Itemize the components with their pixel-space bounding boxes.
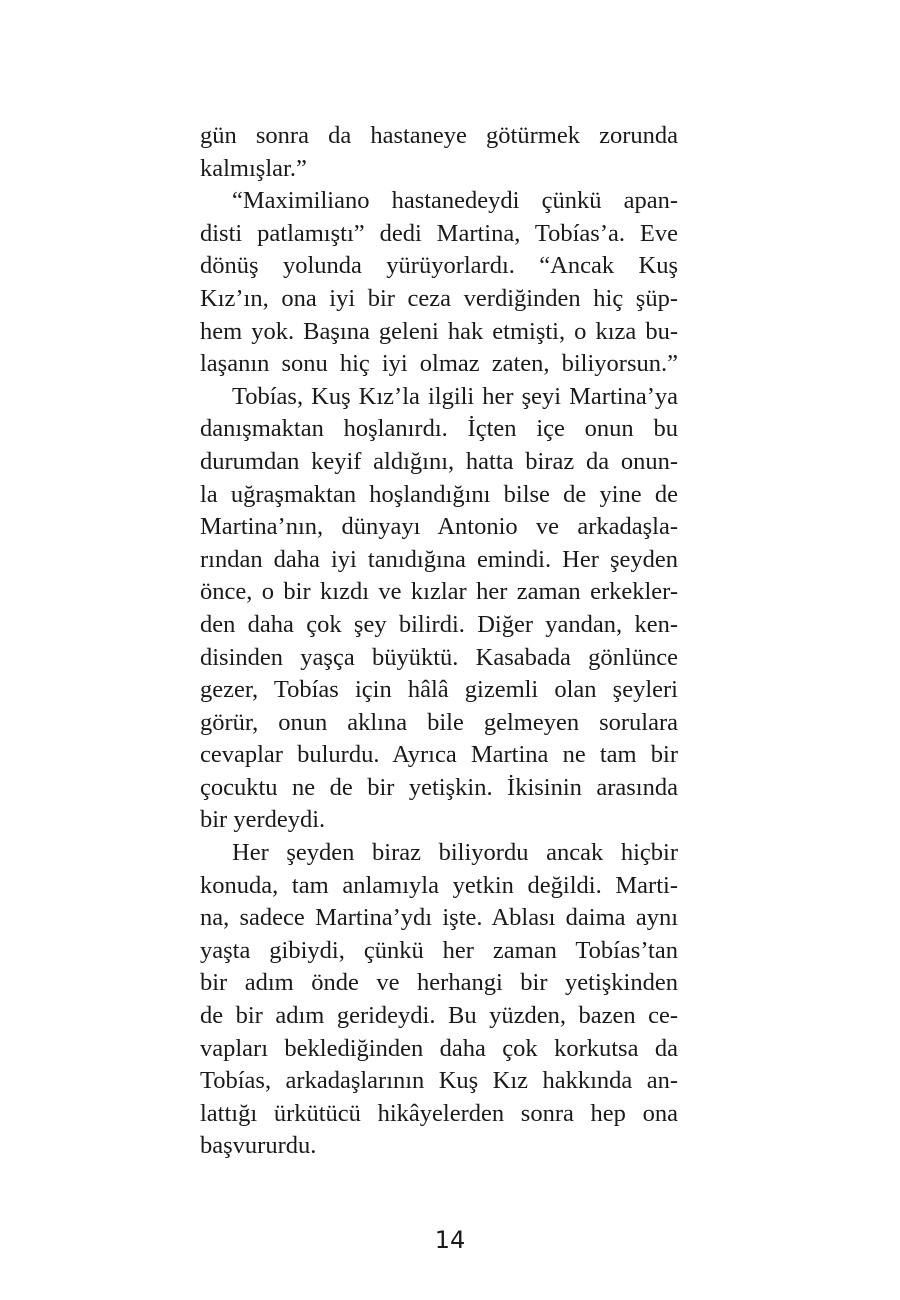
text-line: görür, onun aklına bile gelmeyen sorulara [200,708,678,736]
text-line: de bir adım gerideydi. Bu yüzden, bazen ce- [200,1002,678,1030]
text-line: cevaplar bulurdu. Ayrıca Martina ne tam bir [200,741,678,769]
body-text [200,120,678,1163]
text-line: lattığı ürkütücü hikâyelerden sonra hep ona [200,1099,678,1127]
text-line: dönüş yolunda yürüyorlardı. “Ancak Kuş [200,252,678,280]
text-line: kalmışlar.” [200,154,307,182]
text-line: den daha çok şey bilirdi. Diğer yandan, ken- [200,610,678,638]
text-line: Martina’nın, dünyayı Antonio ve arkadaşla- [200,513,678,541]
text-line: Tobías, Kuş Kız’la ilgili her şeyi Martina’ya [232,382,678,410]
text-line: Tobías, arkadaşlarının Kuş Kız hakkında an- [200,1067,678,1095]
text-line: önce, o bir kızdı ve kızlar her zaman erkekler- [200,578,678,606]
text-line: na, sadece Martina’ydı işte. Ablası daima aynı [200,904,678,932]
text-line: rından daha iyi tanıdığına emindi. Her şeyden [200,545,678,573]
text-line: bir yerdeydi. [200,806,326,834]
text-line: danışmaktan hoşlanırdı. İçten içe onun bu [200,415,678,443]
text-line: bir adım önde ve herhangi bir yetişkinden [200,969,678,997]
text-line: gün sonra da hastaneye götürmek zorunda [200,122,678,149]
text-line: yaşta gibiydi, çünkü her zaman Tobías’tan [200,936,678,964]
text-line: disinden yaşça büyüktü. Kasabada gönlünce [200,643,678,671]
text-line: vapları beklediğinden daha çok korkutsa da [200,1034,678,1062]
text-line: laşanın sonu hiç iyi olmaz zaten, biliyorsun.” [200,350,678,378]
paragraph-3 [200,381,678,837]
text-line: “Maximiliano hastanedeydi çünkü apan- [232,187,678,215]
text-line: hem yok. Başına geleni hak etmişti, o kıza bu- [200,317,678,345]
paragraph-4 [200,837,678,1163]
text-line: Her şeyden biraz biliyordu ancak hiçbir [232,839,678,867]
paragraph-1 [200,120,678,185]
text-line: çocuktu ne de bir yetişkin. İkisinin arasında [200,773,678,801]
text-line: Kız’ın, ona iyi bir ceza verdiğinden hiç şüp- [200,284,678,312]
text-line: durumdan keyif aldığını, hatta biraz da onun- [200,447,678,475]
text-line: disti patlamıştı” dedi Martina, Tobías’a. Eve [200,219,678,247]
paragraph-2 [200,185,678,381]
text-line: başvururdu. [200,1132,317,1160]
text-line: konuda, tam anlamıyla yetkin değildi. Marti- [200,871,678,899]
page-number: 14 [434,1226,466,1254]
text-line: la uğraşmaktan hoşlandığını bilse de yine de [200,480,678,508]
text-line: gezer, Tobías için hâlâ gizemli olan şeyleri [200,676,678,704]
